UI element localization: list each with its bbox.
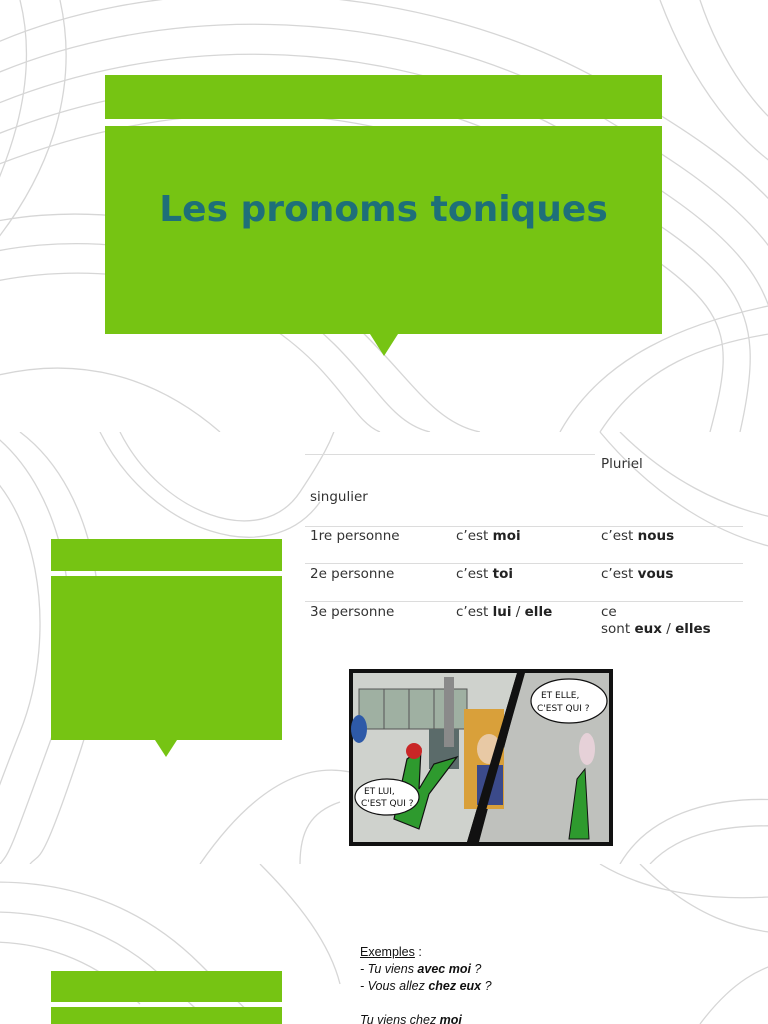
row2-person: 2e personne — [310, 566, 395, 582]
s3-box — [51, 1007, 282, 1024]
examples-block — [360, 944, 492, 1024]
comic-bubble-left-line2: C'EST QUI ? — [361, 799, 414, 809]
examples-heading: Exemples — [360, 945, 415, 959]
table-rule — [305, 526, 743, 527]
title-pointer — [370, 334, 398, 356]
row1-plural: c’est nous — [601, 528, 675, 544]
comic-bubble-left-line1: ET LUI, — [364, 787, 395, 797]
comic-image — [349, 669, 613, 846]
side-pointer — [155, 740, 177, 757]
row3-person: 3e personne — [310, 604, 395, 620]
side-box — [51, 576, 282, 740]
row2-singular: c’est toi — [456, 566, 513, 582]
side-bar-top — [51, 539, 282, 571]
slide-pronoun-table — [0, 432, 768, 864]
comic-bubble-right-line2: C'EST QUI ? — [537, 704, 590, 714]
example-1: - Tu viens avec moi ? — [360, 962, 482, 976]
example-2: - Vous allez chez eux ? — [360, 979, 492, 993]
header-plural: Pluriel — [601, 456, 643, 472]
header-singular: singulier — [310, 489, 368, 505]
table-rule — [305, 563, 743, 564]
row1-person: 1re personne — [310, 528, 400, 544]
comic-bubble-right-line1: ET ELLE, — [541, 691, 580, 701]
s3-bar-top — [51, 971, 282, 1002]
row3-singular: c’est lui / elle — [456, 604, 553, 620]
row1-singular: c’est moi — [456, 528, 521, 544]
title-bar-top — [105, 75, 662, 119]
row3-plural-line1: ce — [601, 604, 617, 620]
row2-plural: c’est vous — [601, 566, 674, 582]
example-3: Tu viens chez moi — [360, 1013, 462, 1024]
examples-heading-line: Exemples : — [360, 945, 422, 959]
slide-title-text: Les pronoms toniques — [159, 188, 608, 230]
slide-examples — [0, 864, 768, 1024]
slide-title — [0, 0, 768, 432]
pronoun-table — [305, 432, 745, 637]
table-rule — [305, 601, 743, 602]
table-rule — [305, 454, 595, 455]
row3-plural-line2: sont eux / elles — [601, 621, 711, 637]
